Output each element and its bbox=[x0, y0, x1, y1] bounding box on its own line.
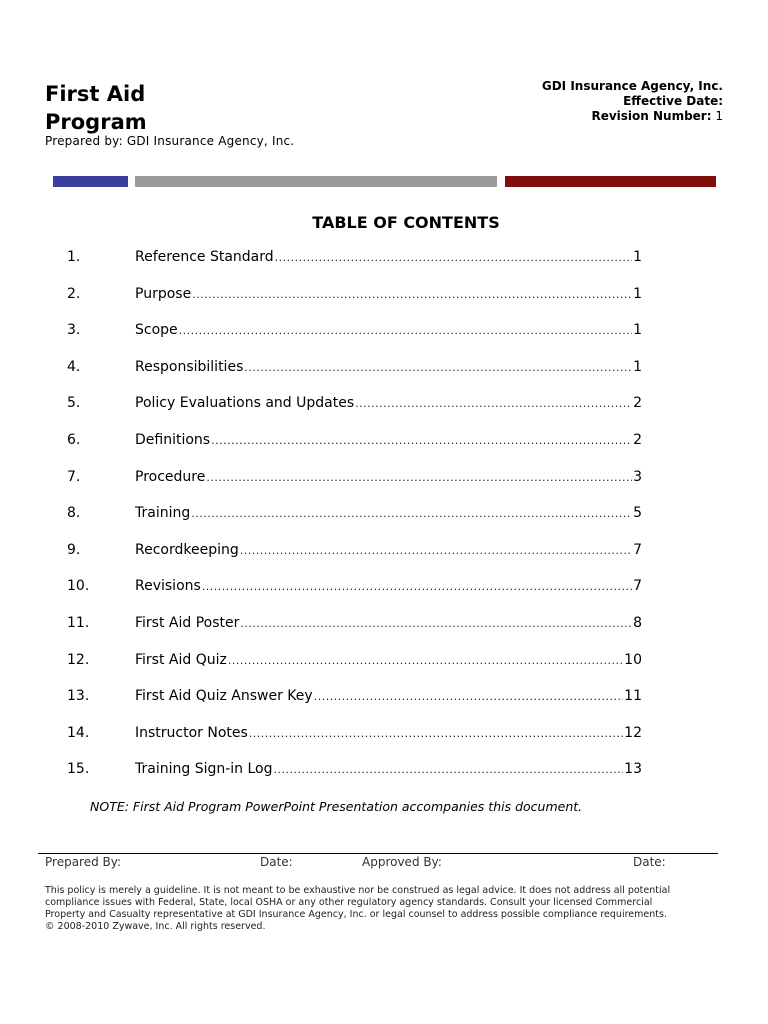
date-label-1: Date: bbox=[260, 855, 293, 869]
toc-entry-number: 6. bbox=[67, 431, 81, 448]
toc-dot-leader bbox=[191, 505, 632, 521]
revision-value: 1 bbox=[715, 109, 723, 123]
toc-entry-page: 2 bbox=[633, 395, 642, 412]
title-line-2: Program bbox=[45, 110, 147, 134]
toc-dot-leader bbox=[228, 652, 623, 668]
toc-entry-label: Definitions bbox=[135, 431, 211, 448]
toc-entry-page: 8 bbox=[633, 614, 642, 631]
toc-entry[interactable] bbox=[67, 688, 642, 725]
toc-entry-number: 2. bbox=[67, 285, 81, 302]
toc-entry-page: 1 bbox=[633, 322, 642, 339]
date-label-2: Date: bbox=[633, 855, 666, 869]
toc-dot-leader bbox=[275, 249, 632, 265]
toc-entry[interactable] bbox=[67, 725, 642, 762]
effective-date-label: Effective Date: bbox=[623, 94, 723, 108]
toc-dot-leader bbox=[249, 725, 623, 741]
toc-entry-page: 1 bbox=[633, 285, 642, 302]
toc-dot-leader bbox=[355, 395, 632, 411]
toc-entry-label: Purpose bbox=[135, 285, 192, 302]
document-title bbox=[45, 80, 147, 136]
company-name: GDI Insurance Agency, Inc. bbox=[541, 79, 723, 93]
red-divider-bar bbox=[505, 176, 716, 187]
gray-divider-bar bbox=[135, 176, 497, 187]
toc-dot-leader bbox=[192, 286, 632, 302]
toc-entry[interactable] bbox=[67, 322, 642, 359]
toc-entry-number: 7. bbox=[67, 468, 81, 485]
toc-entry-label: First Aid Quiz Answer Key bbox=[135, 688, 313, 705]
toc-entry-number: 13. bbox=[67, 688, 90, 705]
signature-divider bbox=[38, 853, 718, 854]
toc-entry-number: 14. bbox=[67, 724, 90, 741]
toc-entry-number: 11. bbox=[67, 614, 90, 631]
toc-entry-number: 5. bbox=[67, 395, 81, 412]
toc-dot-leader bbox=[179, 322, 632, 338]
disclaimer-line-4: © 2008-2010 Zywave, Inc. All rights reserved. bbox=[45, 921, 266, 932]
toc-entry[interactable] bbox=[67, 615, 642, 652]
toc-entry-label: Revisions bbox=[135, 578, 201, 595]
toc-entry-page: 12 bbox=[624, 724, 642, 741]
disclaimer-text bbox=[45, 885, 725, 933]
toc-entry[interactable] bbox=[67, 286, 642, 323]
toc-entry-label: Instructor Notes bbox=[135, 724, 248, 741]
presentation-note: NOTE: First Aid Program PowerPoint Presentation accompanies this document. bbox=[90, 799, 583, 814]
company-info bbox=[542, 79, 723, 124]
toc-dot-leader bbox=[240, 615, 632, 631]
revision-number bbox=[542, 109, 723, 124]
toc-entry-number: 1. bbox=[67, 249, 81, 265]
toc-entry-number: 10. bbox=[67, 578, 90, 595]
toc-entry-label: Scope bbox=[135, 322, 178, 339]
toc-entry-number: 9. bbox=[67, 541, 81, 558]
disclaimer-line-3: Property and Casualty representative at GDI Insurance Agency, Inc. or legal counsel to address possible compliance requirements. bbox=[45, 909, 667, 920]
title-line-1: First Aid bbox=[45, 82, 146, 106]
toc-entry-page: 13 bbox=[624, 761, 642, 778]
toc-entry-label: Responsibilities bbox=[135, 358, 244, 375]
toc-entry-page: 7 bbox=[633, 578, 642, 595]
toc-entry-page: 2 bbox=[633, 431, 642, 448]
approved-by-label: Approved By: bbox=[362, 855, 442, 869]
toc-entry-label: Training bbox=[135, 505, 191, 522]
toc-entry[interactable] bbox=[67, 249, 642, 286]
toc-entry-label: Procedure bbox=[135, 468, 206, 485]
revision-label: Revision Number: bbox=[591, 109, 712, 123]
toc-entry[interactable] bbox=[67, 542, 642, 579]
toc-entry-label: Policy Evaluations and Updates bbox=[135, 395, 355, 412]
prepared-by-signature-label: Prepared By: bbox=[45, 855, 122, 869]
blue-divider-bar bbox=[53, 176, 128, 187]
toc-entry-label: Recordkeeping bbox=[135, 541, 239, 558]
toc-entry-page: 1 bbox=[633, 358, 642, 375]
toc-dot-leader bbox=[206, 469, 632, 485]
toc-entry[interactable] bbox=[67, 652, 642, 689]
toc-entry[interactable] bbox=[67, 469, 642, 506]
toc-dot-leader bbox=[244, 359, 632, 375]
toc-entry-page: 3 bbox=[633, 468, 642, 485]
toc-entry[interactable] bbox=[67, 359, 642, 396]
toc-entry[interactable] bbox=[67, 761, 642, 798]
disclaimer-line-2: compliance issues with Federal, State, local OSHA or any other regulatory agency standards. Consult your licensed Commercial bbox=[45, 897, 653, 908]
toc-dot-leader bbox=[202, 578, 632, 594]
toc-entry-number: 12. bbox=[67, 651, 90, 668]
toc-entry-number: 3. bbox=[67, 322, 81, 339]
toc-dot-leader bbox=[211, 432, 632, 448]
toc-entry-label: Reference Standard bbox=[135, 249, 274, 265]
toc-entry-page: 7 bbox=[633, 541, 642, 558]
toc-entry[interactable] bbox=[67, 578, 642, 615]
toc-entry-label: First Aid Poster bbox=[135, 614, 240, 631]
toc-entry-number: 8. bbox=[67, 505, 81, 522]
toc-entry[interactable] bbox=[67, 432, 642, 469]
toc-dot-leader bbox=[240, 542, 632, 558]
toc-entry-page: 10 bbox=[624, 651, 642, 668]
table-of-contents bbox=[67, 249, 642, 798]
toc-dot-leader bbox=[314, 688, 623, 704]
toc-entry-number: 4. bbox=[67, 358, 81, 375]
toc-entry[interactable] bbox=[67, 395, 642, 432]
toc-entry-page: 11 bbox=[624, 688, 642, 705]
toc-entry[interactable] bbox=[67, 505, 642, 542]
toc-dot-leader bbox=[274, 761, 624, 777]
toc-entry-label: Training Sign-in Log bbox=[135, 761, 273, 778]
toc-entry-number: 15. bbox=[67, 761, 90, 778]
toc-entry-page: 1 bbox=[633, 249, 642, 265]
disclaimer-line-1: This policy is merely a guideline. It is not meant to be exhaustive nor be construed as legal advice. It does not address all potential bbox=[45, 885, 671, 896]
toc-entry-label: First Aid Quiz bbox=[135, 651, 227, 668]
toc-entry-page: 5 bbox=[633, 505, 642, 522]
prepared-by-text: Prepared by: GDI Insurance Agency, Inc. bbox=[45, 134, 295, 148]
toc-heading: TABLE OF CONTENTS bbox=[312, 213, 500, 232]
